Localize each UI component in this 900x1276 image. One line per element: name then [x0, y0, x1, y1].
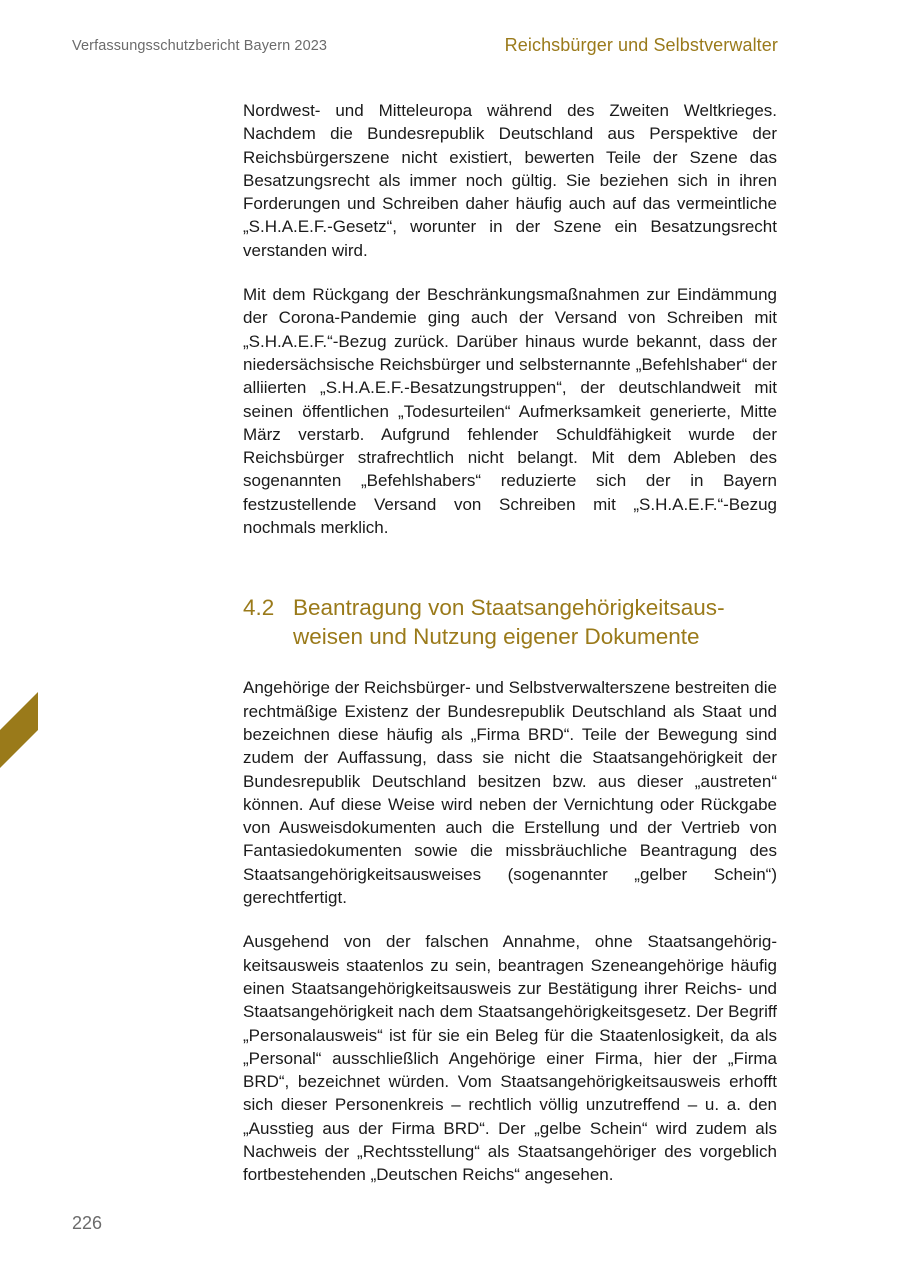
- running-head-report-title: Verfassungsschutzbericht Bayern 2023: [72, 38, 328, 54]
- paragraph-shaef-decline: Mit dem Rückgang der Beschränkungsmaßnahmen zur Eindämmung der Corona-Pandemie ging auch der Versand von Schreiben mit „S.H.A.E.F.“-Bezug zurück. Darüber hinaus wurde bekannt, dass der niedersächsische Reichsbürger und selbsternannte „Befehlshaber“ der alliierten „S.H.A.E.F.-Besatzungstruppen“, der deutschlandweit mit seinen öffentlichen „Todesurteilen“ Aufmerksamkeit generierte, Mitte März verstarb. Aufgrund fehlender Schuldfähigkeit wurde der Reichsbürger strafrechtlich nicht belangt. Mit dem Ableben des sogenannten „Befehlshabers“ reduzierte sich der in Bayern festzustellende Versand von Schreiben mit „S.H.A.E.F.“-Bezug nochmals merklich.: [243, 285, 777, 538]
- paragraph-citizenship-denial: Angehörige der Reichsbürger- und Selbstverwalterszene bestreiten die rechtmäßige Existenz der Bundesrepublik Deutschland als Staat und bezeichnen diese häufig als „Firma BRD“. Teile der Bewegung sind zudem der Auffassung, dass sie nicht die Staatsangehörigkeit der Bundesrepublik Deutschland besitzen bzw. aus dieser „austreten“ können. Auf diese Weise wird neben der Vernichtung oder Rückgabe von Ausweisdokumenten auch die Erstellung und der Vertrieb von Fantasiedokumenten sowie die missbräuchliche Beantragung des Staatsangehörigkeitsausweises (sogenannter „gelber Schein“) gerechtfertigt.: [243, 678, 777, 908]
- page-body: [243, 99, 777, 1187]
- chapter-marker-tab: [0, 692, 38, 768]
- page-number: 226: [72, 1213, 103, 1233]
- section-title: Beantragung von Staatsangehörigkeitsausweisen und Nutzung eigener Dokumente: [293, 595, 725, 650]
- section-number: 4.2: [243, 595, 275, 621]
- section-heading: [243, 593, 777, 651]
- paragraph-shaef-occupation-law: Nordwest- und Mitteleuropa während des Zweiten Weltkrieges. Nachdem die Bundesrepublik Deutschland aus Perspektive der Reichsbürgerszene nicht existiert, bewerten Teile der Szene das Besatzungsrecht als immer noch gültig. Sie beziehen sich in ihren Forderungen und Schreiben daher häufig auch auf das vermeintliche „S.H.A.E.F.-Gesetz“, worunter in der Szene ein Besatzungsrecht verstanden wird.: [243, 101, 777, 260]
- running-head-chapter-title: Reichsbürger und Selbstverwalter: [504, 35, 778, 55]
- paragraph-citizenship-certificate: Ausgehend von der falschen Annahme, ohne Staatsangehörigkeitsausweis staatenlos zu sein, beantragen Szeneangehörige häufig einen Staatsangehörigkeitsausweis zur Bestätigung ihrer Reichs- und Staatsangehörigkeit nach dem Staatsangehörigkeitsgesetz. Der Begriff „Personalausweis“ ist für sie ein Beleg für die Staatenlosigkeit, da als „Personal“ ausschließlich Angehörige einer Firma, hier der „Firma BRD“, bezeichnet würden. Vom Staatsangehörigkeitsausweis erhofft sich dieser Personenkreis – rechtlich völlig unzutreffend – u. a. den „Ausstieg aus der Firma BRD“. Der „gelbe Schein“ wird zudem als Nachweis der „Rechtsstellung“ als Staatsangehöriger des vorgeblich fortbestehenden „Deutschen Reichs“ angesehen.: [243, 932, 777, 1185]
